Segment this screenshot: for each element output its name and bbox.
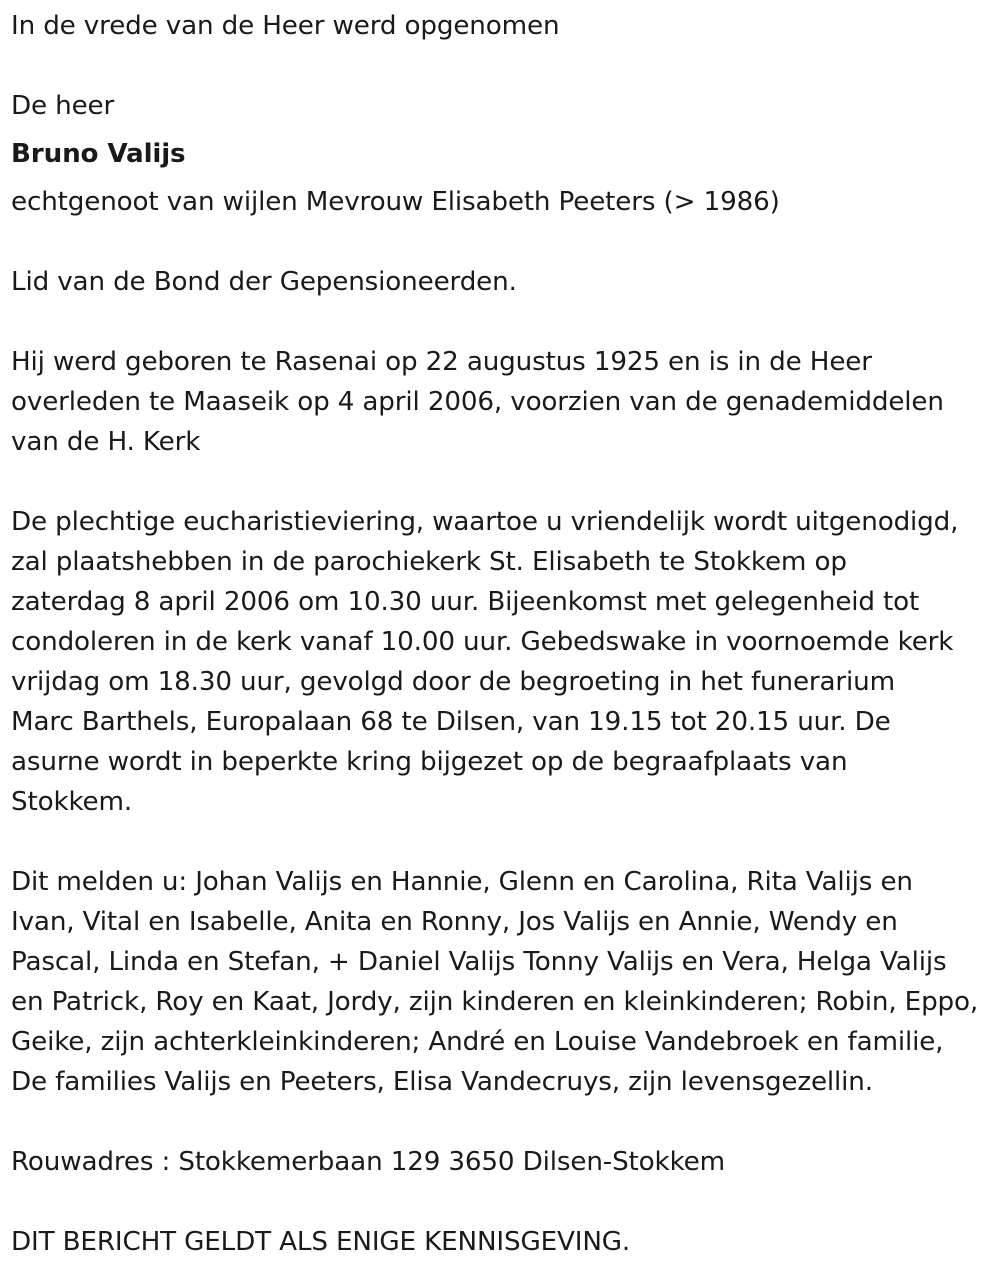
spacer xyxy=(11,126,990,134)
spacer xyxy=(11,302,990,342)
paragraph-line: Pascal, Linda en Stefan, + Daniel Valijs Tonny Valijs en Vera, Helga Valijs xyxy=(11,947,947,977)
paragraph-line: Stokkem. xyxy=(11,787,133,817)
paragraph-line: vrijdag om 18.30 uur, gevolgd door de begroeting in het funerarium xyxy=(11,667,895,697)
title-prefix: De heer xyxy=(11,91,115,121)
intro-line: In de vrede van de Heer werd opgenomen xyxy=(11,11,560,41)
paragraph-line: De plechtige eucharistieviering, waartoe u vriendelijk wordt uitgenodigd, xyxy=(11,507,959,537)
birth-death-paragraph xyxy=(11,342,990,462)
spacer xyxy=(11,46,990,86)
paragraph-line: Geike, zijn achterkleinkinderen; André en Louise Vandebroek en familie, xyxy=(11,1027,944,1057)
spacer xyxy=(11,1102,990,1142)
spacer xyxy=(11,174,990,182)
paragraph-line: overleden te Maaseik op 4 april 2006, voorzien van de genademiddelen xyxy=(11,387,944,417)
spouse-line: echtgenoot van wijlen Mevrouw Elisabeth Peeters (> 1986) xyxy=(11,187,780,217)
paragraph-line: condoleren in de kerk vanaf 10.00 uur. Gebedswake in voornoemde kerk xyxy=(11,627,954,657)
spacer xyxy=(11,462,990,502)
paragraph-line: Hij werd geboren te Rasenai op 22 augustus 1925 en is in de Heer xyxy=(11,347,872,377)
membership-line: Lid van de Bond der Gepensioneerden. xyxy=(11,267,517,297)
paragraph-line: De families Valijs en Peeters, Elisa Vandecruys, zijn levensgezellin. xyxy=(11,1067,873,1097)
paragraph-line: Marc Barthels, Europalaan 68 te Dilsen, van 19.15 tot 20.15 uur. De xyxy=(11,707,891,737)
mourning-address: Rouwadres : Stokkemerbaan 129 3650 Dilsen-Stokkem xyxy=(11,1147,725,1177)
paragraph-line: van de H. Kerk xyxy=(11,427,201,457)
notice-line: DIT BERICHT GELDT ALS ENIGE KENNISGEVING. xyxy=(11,1227,631,1257)
family-paragraph xyxy=(11,862,990,1102)
paragraph-line: Dit melden u: Johan Valijs en Hannie, Glenn en Carolina, Rita Valijs en xyxy=(11,867,913,897)
spacer xyxy=(11,1182,990,1222)
paragraph-line: Ivan, Vital en Isabelle, Anita en Ronny, Jos Valijs en Annie, Wendy en xyxy=(11,907,898,937)
paragraph-line: asurne wordt in beperkte kring bijgezet op de begraafplaats van xyxy=(11,747,848,777)
spacer xyxy=(11,822,990,862)
ceremony-paragraph xyxy=(11,502,990,822)
paragraph-line: en Patrick, Roy en Kaat, Jordy, zijn kinderen en kleinkinderen; Robin, Eppo, xyxy=(11,987,979,1017)
spacer xyxy=(11,222,990,262)
deceased-name: Bruno Valijs xyxy=(11,139,186,169)
paragraph-line: zal plaatshebben in de parochiekerk St. Elisabeth te Stokkem op xyxy=(11,547,847,577)
paragraph-line: zaterdag 8 april 2006 om 10.30 uur. Bijeenkomst met gelegenheid tot xyxy=(11,587,920,617)
